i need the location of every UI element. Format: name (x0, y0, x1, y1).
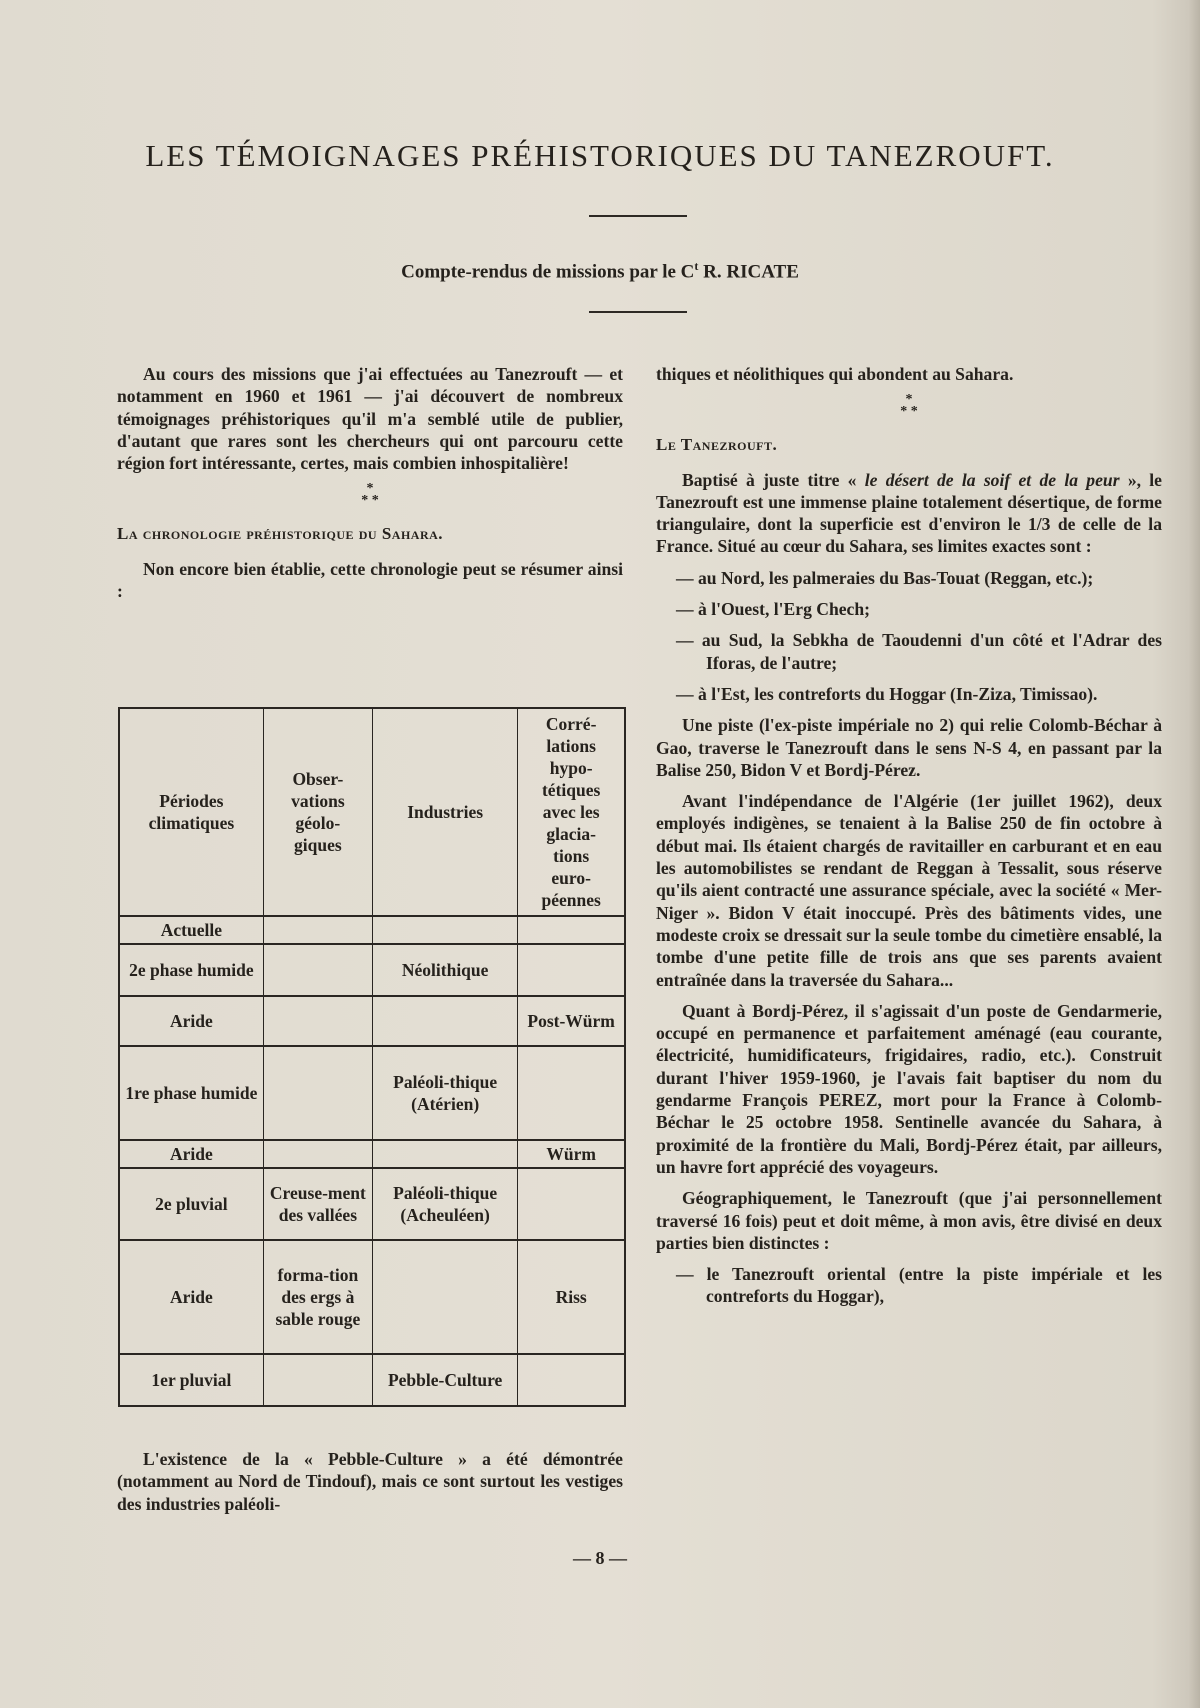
cell-industries (373, 916, 518, 944)
section-heading-tanezrouft: Le Tanezrouft. (656, 435, 778, 455)
tanezrouft-paragraph: Baptisé à juste titre « le désert de la soif et de la peur », le Tanezrouft est une immense plaine totalement désertique, de forme triangulaire, dont la superficie est d'environ le 1/3 de celle de la France. Situé au cœur du Sahara, ses limites exactes sont : (656, 469, 1162, 557)
header-periodes: Périodes climatiques (119, 708, 263, 916)
cell-correlations (518, 944, 625, 996)
article-title: LES TÉMOIGNAGES PRÉHISTORIQUES DU TANEZROUFT. (145, 138, 1055, 173)
quoted-epithet: le désert de la soif et de la peur (864, 469, 1120, 490)
header-industries: Industries (373, 708, 518, 916)
section-stars (656, 394, 1162, 418)
stars-bottom: * * (361, 493, 379, 509)
chronology-table (118, 707, 626, 1407)
cell-industries: Paléoli-thique (Atérien) (373, 1046, 518, 1140)
cell-observations (263, 1140, 372, 1168)
cell-periode: 1er pluvial (119, 1354, 263, 1406)
bordj-perez-paragraph: Quant à Bordj-Pérez, il s'agissait d'un poste de Gendarmerie, occupé en permanence et parfaitement aménagé (eau courante, électricité, humidificateurs, frigidaires, radio, etc.). Construit durant l'hiver 1959-1960, je l'avais fait baptiser du nom du gendarme François PEREZ, mort pour la France à Colomb-Béchar le 25 octobre 1958. Sentinelle avancée du Sahara, à proximité de la frontière du Mali, Bordj-Pérez était, par ailleurs, un havre fort apprécié des voyageurs. (656, 1000, 1162, 1177)
cell-observations (263, 1046, 372, 1140)
piste-paragraph: Une piste (l'ex-piste impériale no 2) qui relie Colomb-Béchar à Gao, traverse le Tanezrouft dans le sens N-S 4, en passant par la Balise 250, Bidon V et Bordj-Pérez. (656, 715, 1162, 780)
byline-author: R. RICATE (698, 261, 799, 283)
geographie-paragraph: Géographiquement, le Tanezrouft (que j'ai personnellement traversé 16 fois) peut et doit même, à mon avis, être divisé en deux parties bien distinctes : (656, 1188, 1162, 1253)
header-correlations: Corré- lations hypo- tétiques avec les glacia- tions euro- péennes (518, 708, 625, 916)
table-row (119, 1354, 625, 1406)
cell-industries (373, 996, 518, 1046)
section-heading-chronologie: La chronologie préhistorique du Sahara. (117, 524, 444, 544)
stars-top: * (366, 481, 374, 497)
cell-observations (263, 916, 372, 944)
left-column (117, 363, 623, 611)
table-row (119, 944, 625, 996)
table-header-row (119, 708, 625, 916)
cell-periode: Aride (119, 1140, 263, 1168)
table-row (119, 916, 625, 944)
cell-industries (373, 1240, 518, 1354)
byline (0, 259, 1200, 283)
cell-observations (263, 996, 372, 1046)
limit-item: — au Sud, la Sebkha de Taoudenni d'un côté et l'Adrar des Iforas, de l'autre; (676, 630, 1162, 673)
limit-item: — au Nord, les palmeraies du Bas-Touat (Reggan, etc.); (676, 567, 1094, 588)
title-rule (589, 215, 687, 217)
byline-rule (589, 311, 687, 313)
stars-bottom: * * (900, 404, 918, 420)
cell-periode: 2e pluvial (119, 1168, 263, 1240)
header-observations: Obser- vations géolo- giques (263, 708, 372, 916)
cell-correlations (518, 1168, 625, 1240)
cell-correlations (518, 1354, 625, 1406)
cell-industries: Paléoli-thique (Acheuléen) (373, 1168, 518, 1240)
cell-periode: Aride (119, 996, 263, 1046)
table-row (119, 1168, 625, 1240)
cell-correlations (518, 916, 625, 944)
pebble-culture-paragraph: L'existence de la « Pebble-Culture » a été démontrée (notamment au Nord de Tindouf), mais ce sont surtout les vestiges des industries paléoli- (117, 1449, 623, 1514)
left-column-bottom (117, 1448, 623, 1524)
cell-industries: Pebble-Culture (373, 1354, 518, 1406)
cell-periode: 1re phase humide (119, 1046, 263, 1140)
cell-observations: Creuse-ment des vallées (263, 1168, 372, 1240)
section-stars (117, 483, 623, 507)
cell-correlations: Post-Würm (518, 996, 625, 1046)
table-row (119, 996, 625, 1046)
cell-periode: 2e phase humide (119, 944, 263, 996)
byline-prefix: Compte-rendus de missions par le C (401, 261, 695, 283)
cell-industries: Néolithique (373, 944, 518, 996)
cell-periode: Aride (119, 1240, 263, 1354)
cell-correlations: Würm (518, 1140, 625, 1168)
cell-periode: Actuelle (119, 916, 263, 944)
table-row (119, 1240, 625, 1354)
intro-paragraph: Au cours des missions que j'ai effectuées au Tanezrouft — et notamment en 1960 et 1961 — j'ai découvert de nombreux témoignages préhistoriques qu'il m'a semblé utile de publier, d'autant que rares sont les chercheurs qui ont parcouru cette région fort intéressante, certes, mais combien inhospitalière! (117, 364, 623, 474)
cell-correlations: Riss (518, 1240, 625, 1354)
limit-item: — à l'Est, les contreforts du Hoggar (In-Ziza, Timissao). (676, 683, 1098, 704)
table-row (119, 1140, 625, 1168)
page-edge (1188, 0, 1200, 1708)
oriental-item: — le Tanezrouft oriental (entre la piste impériale et les contreforts du Hoggar), (676, 1264, 1162, 1307)
independance-paragraph: Avant l'indépendance de l'Algérie (1er juillet 1962), deux employés indigènes, se tenaient à la Balise 250 de fin octobre à début mai. Ils étaient chargés de ravitailler en carburant et en eau les automobilistes se rendant de Reggan à Tessalit, sous réserve qu'ils aient contracté une assurance spéciale, avec la société « Mer-Niger ». Bidon V était inoccupé. Près des bâtiments vides, une modeste croix se dressait sur la seule tombe du cimetière ensablé, la tombe d'une petite fille de trois ans que ses parents avaient entraînée dans la traversée du Sahara... (656, 791, 1162, 990)
limit-item: — à l'Ouest, l'Erg Chech; (676, 599, 871, 620)
cell-industries (373, 1140, 518, 1168)
chronology-intro: Non encore bien établie, cette chronologie peut se résumer ainsi : (117, 558, 623, 602)
byline-superscript: t (694, 259, 699, 273)
table-row (119, 1046, 625, 1140)
cell-observations (263, 1354, 372, 1406)
continuation-text: thiques et néolithiques qui abondent au Sahara. (656, 364, 1014, 384)
cell-correlations (518, 1046, 625, 1140)
cell-observations: forma-tion des ergs à sable rouge (263, 1240, 372, 1354)
cell-observations (263, 944, 372, 996)
stars-top: * (905, 392, 913, 408)
right-column (656, 363, 1162, 1317)
page-number: — 8 — (573, 1548, 627, 1568)
